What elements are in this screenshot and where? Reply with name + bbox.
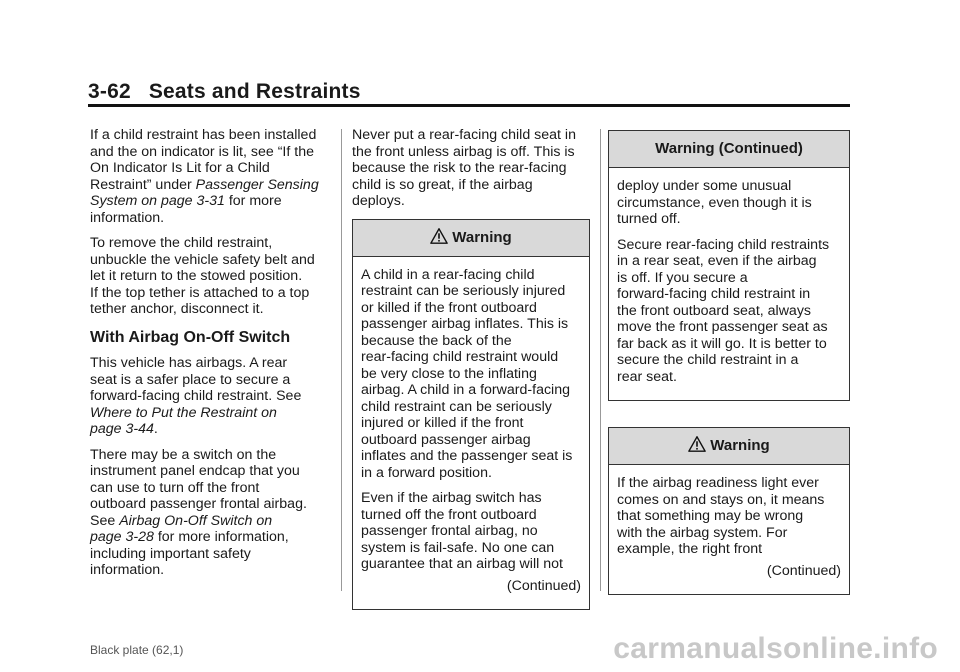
text-line: turned off. — [617, 211, 681, 227]
text-line: There may be a switch on the — [90, 446, 277, 463]
text-line: including important safety — [90, 545, 251, 562]
text-line: because the back of the — [361, 332, 512, 349]
text-line: inflates and the passenger seat is — [361, 448, 573, 464]
section-title: Seats and Restraints — [148, 80, 361, 103]
text-line: Never put a rear-facing child seat in — [352, 127, 576, 143]
text-line: example, the right front — [617, 541, 763, 557]
text-line: is off. If you secure a — [617, 269, 748, 286]
warning-paragraph — [361, 267, 581, 482]
paragraph-remove — [90, 235, 335, 318]
page-header — [88, 80, 361, 104]
warning-body — [353, 257, 589, 610]
text-line: forward-facing child restraint. See — [90, 388, 302, 404]
text-line: can use to turn off the front — [90, 479, 260, 496]
text-line: rear seat. — [617, 368, 677, 385]
text-line: secure the child restraint in a — [617, 352, 799, 368]
text-line: airbag. A child in a forward-facing — [361, 382, 570, 398]
warning-box — [608, 427, 850, 595]
text-line: outboard passenger airbag — [361, 431, 531, 448]
warning-body — [609, 168, 849, 400]
text-line: that something may be wrong — [617, 508, 804, 524]
cross-reference-link[interactable]: System on page 3-31 — [90, 193, 225, 209]
text-line: the front outboard seat, always — [617, 302, 812, 319]
cross-reference-link[interactable]: Airbag On-Off Switch on — [119, 512, 273, 529]
text-line: unbuckle the vehicle safety belt and — [90, 251, 315, 268]
text-line: turned off the front outboard — [361, 506, 537, 523]
text-line: comes on and stays on, it means — [617, 491, 825, 508]
cross-reference-link[interactable]: page 3-44 — [90, 421, 154, 437]
text-line: because the risk to the rear-facing — [352, 160, 567, 176]
cross-reference-link[interactable]: Where to Put the Restraint on — [90, 404, 277, 421]
text-line: or killed if the front outboard — [361, 299, 537, 316]
text-line: Secure rear-facing child restraints — [617, 236, 830, 253]
warning-header — [353, 220, 589, 257]
column-divider — [341, 129, 342, 591]
text-line: forward-facing child restraint in — [617, 286, 811, 302]
text-line: circumstance, even though it is — [617, 194, 812, 211]
text-line: If the top tether is attached to a top — [90, 284, 310, 301]
text-span: Restraint” under — [90, 176, 196, 193]
text-line: tether anchor, disconnect it. — [90, 301, 264, 317]
column-divider — [600, 129, 601, 591]
text-line: information. — [90, 562, 165, 578]
text-line: instrument panel endcap that you — [90, 463, 300, 479]
text-line: deploys. — [352, 193, 405, 209]
text-span: for more information, — [153, 529, 289, 545]
text-line: system is fail-safe. No one can — [361, 539, 555, 556]
warning-title: Warning — [452, 228, 512, 246]
paragraph-airbags — [90, 355, 335, 438]
text-line: be very close to the inflating — [361, 365, 537, 382]
plate-footer: Black plate (62,1) — [90, 643, 184, 657]
text-line: injured or killed if the front — [361, 415, 524, 431]
text-line: This vehicle has airbags. A rear — [90, 355, 288, 371]
text-line: in a forward position. — [361, 464, 492, 481]
page-number: 3-62 — [88, 80, 131, 103]
text-line: far back as it will go. It is better to — [617, 335, 827, 352]
watermark: carmanualsonline.info — [613, 632, 938, 665]
warning-paragraph — [617, 178, 841, 228]
warning-paragraph — [361, 490, 581, 573]
text-line: restraint can be seriously injured — [361, 283, 566, 299]
text-line: A child in a rear-facing child — [361, 266, 535, 283]
text-line: in a rear seat, even if the airbag — [617, 253, 817, 269]
warning-title: Warning — [710, 437, 770, 454]
text-line: If a child restraint has been installed — [90, 127, 317, 143]
text-line: Even if the airbag switch has — [361, 490, 542, 506]
text-line: On Indicator Is Lit for a Child — [90, 160, 270, 176]
text-line: the front unless airbag is off. This is — [352, 143, 575, 160]
text-line: child is so great, if the airbag — [352, 176, 533, 193]
text-line: and the on indicator is lit, see “If the — [90, 143, 314, 160]
text-line: guarantee that an airbag will not — [361, 556, 563, 572]
text-line: move the front passenger seat as — [617, 319, 828, 335]
continued-label: (Continued) — [506, 577, 581, 594]
text-line: passenger frontal airbag, no — [361, 523, 538, 539]
text-line: information. — [90, 209, 165, 226]
text-line — [90, 177, 335, 194]
warning-header — [609, 428, 849, 465]
text-line: with the airbag system. For — [617, 524, 788, 541]
text-line: If the airbag readiness light ever — [617, 475, 819, 491]
cross-reference-link[interactable]: Passenger Sensing — [195, 176, 319, 193]
text-line: passenger airbag inflates. This is — [361, 316, 569, 332]
text-line: deploy under some unusual — [617, 178, 792, 194]
header-rule — [88, 104, 850, 107]
text-span: See — [90, 512, 120, 529]
warning-paragraph — [617, 237, 841, 386]
paragraph-never — [352, 127, 590, 210]
column-1 — [90, 127, 335, 588]
text-line — [90, 193, 335, 210]
text-span: for more — [224, 193, 282, 209]
text-line — [90, 405, 335, 422]
column-3 — [608, 130, 850, 595]
paragraph-indicator — [90, 127, 335, 226]
text-line — [90, 421, 335, 438]
text-line: let it return to the stowed position. — [90, 268, 303, 284]
text-line: seat is a safer place to secure a — [90, 371, 291, 388]
text-line: child restraint can be seriously — [361, 398, 552, 415]
warning-triangle-icon — [430, 227, 448, 245]
cross-reference-link[interactable]: page 3-28 — [90, 529, 154, 545]
text-line: To remove the child restraint, — [90, 235, 273, 251]
paragraph-switch — [90, 447, 335, 579]
subheading: With Airbag On-Off Switch — [90, 328, 291, 346]
text-line: outboard passenger frontal airbag. — [90, 496, 307, 512]
warning-continued-box — [608, 130, 850, 401]
warning-header: Warning (Continued) — [609, 131, 849, 168]
warning-paragraph — [617, 475, 841, 558]
warning-body — [609, 465, 849, 594]
column-2 — [352, 127, 590, 610]
warning-box — [352, 219, 590, 611]
text-line — [90, 529, 335, 546]
continued-label: (Continued) — [766, 562, 841, 579]
warning-triangle-icon — [688, 435, 706, 453]
text-line: rear-facing child restraint would — [361, 349, 559, 365]
text-line — [90, 513, 335, 530]
text-span: . — [153, 421, 158, 437]
